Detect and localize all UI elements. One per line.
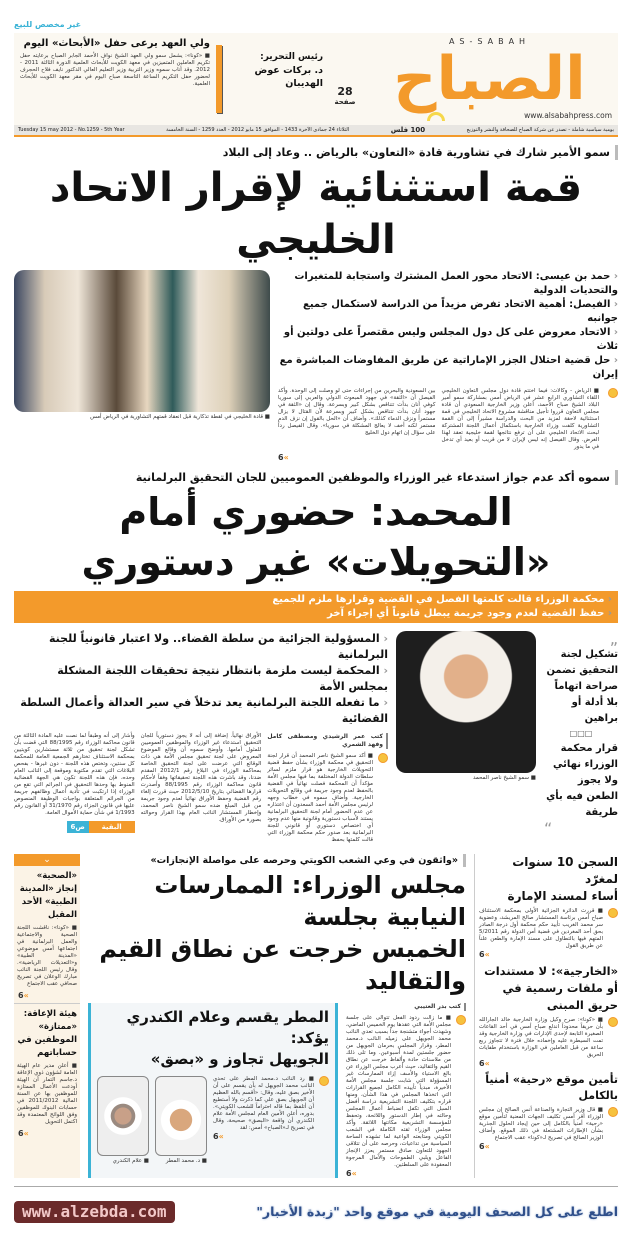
banner-item: ‹ محكمة الوزراء قالت كلمتها الفصل في القضية وقرارها ملزم للجميع [272, 593, 612, 607]
bullet: ‹ حل قضية احتلال الجزر الإماراتية عن طريق المفاوضات المباشرة مع إيران [278, 354, 618, 382]
headline-line: الجويهل تجاوز و «بصق» [150, 1050, 329, 1068]
sun-icon [608, 1017, 618, 1027]
masthead [14, 33, 618, 125]
sun-icon [608, 388, 618, 398]
bullet: ‹ ما تفعله اللجنة البرلمانية يعد تدخلاً في سير العدالة وأعمال السلطة القضائية [14, 695, 388, 727]
sun-icon [456, 1015, 466, 1025]
headline-line: المطر يقسم وعلام الكندري يؤكد: [126, 1008, 329, 1047]
story1-body-2: بين السعودية والبحرين من إجراءات حتى لو وصلت إلى الوحدة. وأكد الفيصل أن «الثقة» في جهود المبعوث الدولي والعربي إلى سوريا كوفي أنان بدأت تتناقص بشكل كبير وبسرعة. وقال إن «الثقة في جهود أنان بدأت تتناقص بشكل كبير وبسرعة لأن القتال لا يزال مستمراً ونزف الدماء كذلك». وأضاف أن «الحل بالقول إن نزف الدم مستمر لكنه أخف لا يعالج المشكلة في سوريا». وقال الفيصل رداً على سؤال إن اتهام دول الخليج [278, 388, 436, 436]
story3-headline[interactable] [88, 869, 466, 997]
orange-divider [216, 45, 222, 113]
story3-body: ■ ما زالت ردود الفعل تتوالى على جلسة مجلس الأمة التي عقدها يوم الخميس الماضي، وشهدت أجواء متشنجة جداً بسبب تعدي النائب محمد الجويهل على زميله النائب د.محمد المطر، وقرار المجلس بحرمان الجويهل من حضور جلستين لمدة أسبوعين. وما تلى ذلك من ملاسنات حادة وألفاظ خرجت عن نطاق القيم والتقاليد، حيث أعرب مجلس الوزراء عن بالغ الاستياء والأسف إزاء الممارسات غير المسؤولة التي شابت جلسة مجلس الأمة الأخيرة، مبدياً تأييده الكامل لجميع القرارات التي اتخذها المجلس في هذا الشأن، ومنها قراره بتكليف اللجنة التشريعية دراسة أفضل السبل التي تكفل انضباط أعمال المجلس وحالته في إطار الدستور واللائحة، وتحفظ للمؤسسة التشريعية مكانتها اللائقة. وأكد مجلس الوزراء ثقته الكاملة في الشعب الكويتي ومتابعته الواعية لما تشهده الساحة السياسية من تداعيات، وحرصه على أن تتلاقى الجهود للتعاون صادق مستمر يعزز الإنجاز الفاعل ويلبي الطموحات والآمال المرجوة المعقودة على السلطتين. [346, 1015, 451, 1168]
box-body: ■ رد النائب د.محمد المطر على تحدي النائب محمد الجويهل له بأن يقسم على أن الأخير بصق عليه، وقال: «أقسم بالله العظيم أن الجويهل بصق علي كما ذكرت ولا أستطيع أن أتلفظ بما قاله احتراماً للشعب الكويتي». بدوره، أعلن الأمين العام لمجلس الأمة علام الكندري أن واقعة «البصق» صحيحة، وقال في تصريح لـ«الصباح» أمس: لقد [213, 1076, 314, 1131]
quote-close-icon: “ [544, 819, 553, 838]
right-body-1: ■ قررت الدائرة الجزائية الأولى بمحكمة الاستئناف صباح أمس برئاسة المستشار صالح المريشد، وعضوية سر محمد الغريب تأييد حكم محكمة أول درجة الصادر بحق أحد المغردين في قضية أمن الدولة رقم 5/2011 المتهم فيها بالتطاول على مسند الإمارة والطعن علناً عن طريق القول [479, 908, 603, 949]
photo-alkandari [97, 1076, 149, 1156]
rest-label: البقية [89, 821, 135, 833]
pages-number: 28 [337, 85, 353, 98]
portrait-photo [396, 631, 536, 773]
website[interactable]: www.alsabahpress.com [524, 111, 612, 120]
story2-body-1: ■ أكد سمو الشيخ ناصر المحمد أن قرار لجنة التحقيق في محكمة الوزراء بشأن حفظ قضية التحويلات الخارجية هو قرار ملزم لسائر سلطات الدولة المختلفة بما فيها مجلس الأمة مؤكداً أن المحكمة فصلت نهائياً في القضية بالحفظ لعدم وجود جريمة في وقائع التحويلات الخارجية. وأضاف سموه في خطاب وجهه لرئيس مجلس الأمة أحمد السعدون أن اعتذاره عن عدم الحضور أمام لجنة التحقيق البرلمانية يستند لأسباب دستورية وقانونية منها عدم وجود أي اختصاص دستوري أو قانوني للجنة البرلمانية بعد صدور حكم محكمة الوزراء التي قالت كلمتها بحفظ [267, 753, 373, 843]
right-body-3: ■ قال وزير التجارة والصناعة أنس الصالح إن مجلس الوزراء أقر أمس تكليف الجهات المعنية لتأمين موقع «رحية» أمنياً بالكامل إلى حين إيجاد الحلول الجذرية بشأن الإطارات المشتعلة في ذلك الموقع. وأضاف الوزير الصالح في تصريح لـ«كونا» عقب الاجتماع [479, 1107, 603, 1141]
headline-line: «الخارجية»: لا مستندات [484, 964, 618, 978]
logo-block [367, 37, 612, 121]
info-bar [14, 125, 618, 137]
story2-body-3: وأشار إلى أنه وطبقاً لما نصت عليه المادة الثالثة من قانون محاكمة الوزراء رقم 88/1995 التي قضت بأن تشكل لجنة تحقيق من ثلاثة مستشارين كويتيين بمحكمة الاستئناف تختارهم الجمعية العامة للمحكمة كل سنتين، وتختص هذه اللجنة - دون غيرها - بفحص البلاغات التي تقدم مكتوبة وموقعة إلى النائب العام وحده، فإن هذه اللجنة تكون هي الجهة القضائية المنوط بها وحدها التحقيق في الجرائم التي تقع من الوزراء إذا ارتكبت في تأدية أعمال وظائفهم جريمة من الجرائم المتعلقة بواجبات الوظيفة المنصوص عليها في قانون الجزاء رقم 31/1970 أو القانون رقم 1/1993 في شأن حماية الأموال العامة. [13, 733, 135, 816]
portrait-block [396, 631, 536, 844]
story1-body-1: ■ الرياض - وكالات: فيما اختتم قادة دول مجلس التعاون الخليجي اللقاء التشاوري الرابع عشر في الرياض أمس بمشاركة سمو أمير البلاد الشيخ صباح الأحمد، أعلن وزير الخارجية السعودي أن قادة مجلس التعاون قرروا تأجيل مناقشة مشروع الاتحاد الخليجي في قمة استثنائية لاحقة لمزيد من البحث والدراسة مشيراً إلى أن القمة التشاورية كلفت وزراء الخارجية باستكمال أعمال اللجنة المشتركة لبحث الاتحاد الخليجي على أن ترفع نتائجها لقمة خليجية تعقد لهذا الغرض. وقال الفيصل إنه ليس لإيران لا من قريب أو بعيد أي تدخل في ما يدور [441, 388, 599, 450]
banner-url[interactable]: www.alzebda.com [14, 1201, 175, 1223]
latin-name: AS-SABAH [448, 37, 531, 46]
continued-page[interactable]: 6 « [14, 991, 80, 1000]
byline: كتب بدر العتيبي [346, 1003, 466, 1011]
editor-label: رئيس التحرير: [260, 52, 323, 62]
sun-icon [319, 1076, 329, 1086]
date-en: Tuesday 15 may 2012 - No.1259 - 5th Year [18, 127, 125, 133]
story3 [88, 854, 466, 1178]
sun-icon [608, 1107, 618, 1117]
rest-badge[interactable] [67, 821, 135, 833]
bullet: ‹ الفيصل: أهمية الاتحاد تفرض مزيداً من الدراسة لاستكمال جميع جوانبه [278, 298, 618, 326]
date-ar: الثلاثاء 24 جمادى الآخرة 1433 - الموافق 15 مايو 2012 - العدد 1259 - السنة الخامسة [166, 127, 350, 133]
continued-page[interactable]: 6 « [479, 950, 618, 959]
story2-headline[interactable]: المحمد: حضوري أمام «التحويلات» غير دستوري [81, 490, 551, 584]
story2-content [14, 631, 618, 844]
box-text [213, 1076, 329, 1165]
teaser-headline[interactable]: ولي العهد يرعى حفل «الأبحاث» اليوم [23, 38, 210, 49]
not-for-sale-note: غير مخصص للبيع [14, 20, 82, 29]
almatar-block [155, 1076, 207, 1165]
teaser [20, 37, 210, 121]
photo-caption: ■ قادة الخليجي في لقطة تذكارية قبل انعقاد قمتهم التشاورية في الرياض أمس [90, 414, 270, 420]
continued-page[interactable]: 6 « [479, 1059, 618, 1068]
right-body-2: ■ «كونا»: صرح وكيل وزارة الخارجية خالد الجارالله بأن حريقاً محدوداً اندلع صباح أمس في أحد القاعات الصغيرة التابعة لإحدى الإدارات في وزارة الخارجية وقد تمت السيطرة عليه وإخماده خلال فترة لا تتجاوز ربع ساعة من قبل العاملين في الوزارة باستخدام طفايات الحريق [479, 1017, 603, 1058]
right-headline-1[interactable] [479, 854, 618, 905]
quote-separator: □□□ [569, 729, 593, 738]
story1-text [278, 270, 618, 462]
box-headline[interactable] [97, 1007, 329, 1070]
right-column [474, 854, 618, 1178]
byline: كتب عمر الرشيدي ومصطفى كامل وفهد الشمري [267, 733, 388, 749]
continued-page[interactable]: 6 « [213, 1132, 329, 1141]
story1-kicker: سمو الأمير شارك في تشاورية قادة «التعاون» بالرياض .. وعاد إلى البلاد [14, 145, 618, 160]
pull-quote-2: قرار محكمة الوزراء نهائي ولا يجوز الطعن فيه بأي طريقة [546, 743, 618, 818]
quote-open-icon: „ [609, 629, 618, 648]
teaser-body: ■ «كونا»: يشمل سمو ولي العهد الشيخ نواف الأحمد الجابر الصباح برعايته حفل تكريم العاملين المتميزين في معهد الكويت للأبحاث العلمية الدورة الثالثة 2011 - 2012. وقد أناب سموه وزير التربية وزير التعليم العالي الدكتور نايف فلاح الحجرف لحضور حفل التكريم الساعة التاسعة صباح اليوم في مقر معهد الكويت للأبحاث العلمية. [20, 53, 211, 87]
story3-kicker: «واثقون في وعي الشعب الكويتي وحرصه على مواصلة الإنجازات» [88, 854, 466, 867]
quote-box [88, 1003, 338, 1178]
story2-kicker: سموه أكد عدم جواز استدعاء غير الوزراء والموظفين العموميين للجان التحقيق البرلمانية [14, 470, 618, 485]
headline-line: السجن 10 سنوات لمغرّد [512, 855, 618, 886]
banner-item: ‹ حفظ القضية لعدم وجود جريمة يبطل قانوناً أي إجراء آخر [327, 607, 612, 621]
right-headline-2[interactable] [479, 963, 618, 1014]
story2-col-1 [267, 733, 388, 844]
story3-text [346, 1003, 466, 1178]
story2-bullets [14, 631, 388, 727]
photo-almatar [155, 1076, 207, 1156]
summit-photo [14, 270, 270, 412]
sun-logo-icon [427, 112, 445, 121]
sun-icon [608, 908, 618, 918]
continued-page[interactable]: 6 « [278, 453, 618, 462]
pages-count [329, 37, 361, 121]
continued-page[interactable]: 6 « [479, 1142, 618, 1151]
left-body-1: ■ «كونا»: ناقشت اللجنة الصحية والاجتماعية والعمل البرلمانية في اجتماعها أمس موضوعي «المدينة الطبية» و«التعديلات الرياضية». وقال رئيس اللجنة النائب مبارك الوعلان في تصريح صحافي عقب الاجتماع [17, 925, 77, 987]
bullet: ‹ المسؤولية الجزائية من سلطة القضاء.. ولا اعتبار قانونياً للجنة البرلمانية [14, 631, 388, 663]
headline-line: أساء لمسند الإمارة [507, 889, 618, 903]
caption: ■ د. محمد المطر [165, 1158, 207, 1164]
editor [228, 37, 323, 121]
bullet: ‹ المحكمة ليست ملزمة بانتظار نتيجة تحقيقات اللجنة المشكلة بمجلس الأمة [14, 663, 388, 695]
page-divider [14, 1186, 618, 1187]
chevron-down-icon: ⌄ [14, 854, 80, 866]
headline-line: الخميس خرجت عن نطاق القيم والتقاليد [99, 935, 466, 995]
bullet: ‹ حمد بن عيسى: الاتحاد محور العمل المشترك واستجابة للمتغيرات والتحديات الدولية [278, 270, 618, 298]
logo: الصباح [393, 44, 586, 114]
story1-photo-block [14, 270, 270, 462]
footer-banner[interactable] [14, 1201, 618, 1223]
headline-line: مجلس الوزراء: الممارسات النيابية بجلسة [154, 871, 466, 931]
right-headline-3[interactable]: تأمين موقع «رحية» أمنياً بالكامل [485, 1073, 618, 1102]
left-headline-1[interactable]: «الصحية» إنجاز «المدينة الطبية» الأحد المقبل [19, 871, 77, 920]
rest-page: ص6 [67, 821, 89, 833]
pull-quotes [544, 631, 618, 844]
continued-page[interactable]: 6 « [14, 1129, 80, 1138]
pull-quote-1: تشكيل لجنة التحقيق تضمن صراحة اتهاماً بلا أدلة أو براهين [546, 649, 618, 724]
price: 100 فلس [390, 126, 426, 134]
story1-content [14, 270, 618, 462]
story1-bullets [278, 270, 618, 382]
alkandari-block [97, 1076, 149, 1165]
pages-label: صفحة [334, 98, 356, 106]
continued-page[interactable]: 6 « [346, 1169, 466, 1178]
story2-main [14, 631, 388, 844]
left-headline-2[interactable]: هيئة الإعاقة: «ممتازة» الموظفين في حساباتهم [14, 1003, 80, 1060]
caption: ■ علام الكندري [112, 1158, 149, 1164]
editor-name: د. بركات عوض الهديبان [254, 65, 323, 89]
story1-headline[interactable]: قمة استثنائية لإقرار الاتحاد الخليجي [49, 165, 583, 263]
headline-line: أو ملفات رسمية في حريق المبنى [502, 981, 618, 1012]
story2-col-3 [14, 733, 135, 844]
publisher: يومية سياسية شاملة - تصدر عن شركة الصباح للصحافة والنشر والتوزيع [466, 127, 614, 133]
bullet: ‹ الاتحاد معروض على كل دول المجلس وليس مقتصراً على دولتين أو ثلاث [278, 326, 618, 354]
section3 [14, 854, 618, 1178]
banner-text: اطلع على كل الصحف اليومية في موقع واحد "زبدة الأخبار" [256, 1204, 618, 1219]
left-body-2: ■ أعلن مدير عام الهيئة العامة لشؤون ذوي الإعاقة د.جاسم التمار أن الهيئة أودعت الأعمال الممتازة للموظفين بها عن السنة المالية 2011/2012 في حسابات البنوك للموظفين وفق اللوائح المعتمدة وقد اكتمل التحويل [17, 1063, 78, 1125]
portrait-caption: ■ سمو الشيخ ناصر المحمد [472, 775, 536, 781]
story2-banner [14, 591, 618, 623]
sun-icon [378, 753, 388, 763]
left-column [14, 854, 80, 1178]
story2-body-2: الأوراق نهائياً. إضافة إلى أنه لا يجوز دستورياً للجان التحقيق استدعاء غير الوزراء والموظفين العموميين للمثول أمامها. وأوضح سموه أن وقائع الموضوع المعروض على لجنة تحقيق مجلس الأمة هي ذات الوقائع التي عرضت على لجنة التحقيق الخاصة بمحاكمة الوزراء في البلاغ رقم 2012/1 المقدم ضدنا، وقد باشرت هذه اللجنة تحقيقاتها وفقاً لأحكام قانون محاكمة الوزراء رقم 88/1995 وأصدرت قرارها القضائي بتاريخ 2012/5/10 حيث قررت إلغاء رقم القضية وحفظ الأوراق نهائياً لعدم وجود جريمة من قبل المبلغ ضده سمو الشيخ ناصر المحمد، وإخطار المستشار النائب العام بهذا القرار وحوالته بصورة من الأوراق. [140, 733, 262, 823]
